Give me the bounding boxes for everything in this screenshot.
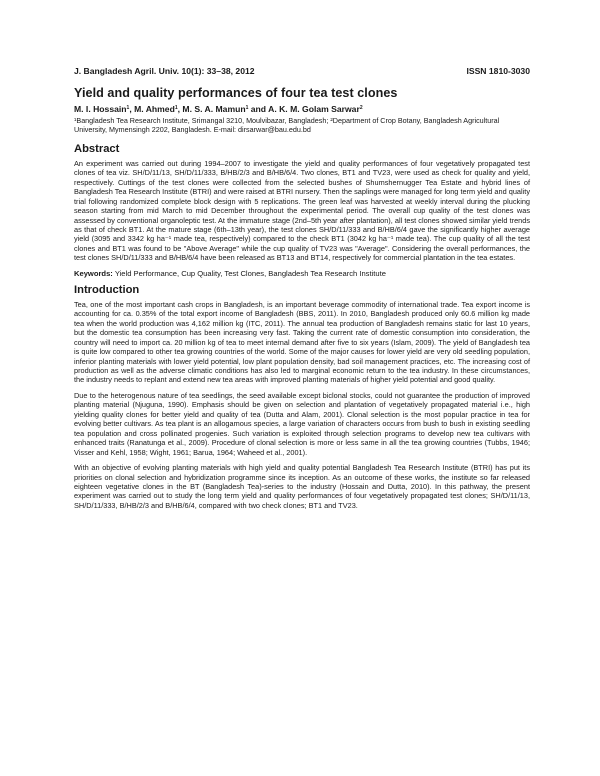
journal-header <box>74 66 530 76</box>
author-name: M. Ahmed <box>134 104 175 114</box>
keywords <box>74 269 530 278</box>
author-affiliation-mark: 1 <box>174 105 178 111</box>
article-page <box>74 66 530 516</box>
article-title: Yield and quality performances of four tea test clones <box>74 86 398 100</box>
author-affiliation-mark: 1 <box>126 105 130 111</box>
author-affiliation-mark: 1 <box>245 105 249 111</box>
introduction-heading: Introduction <box>74 283 140 296</box>
author-list: M. I. Hossain$^1$, M. Ahmed$^1$, M. S. A. Mamun$^1$ and A. K. M. Golam Sarwar$^2$ <box>74 104 363 114</box>
introduction-paragraph: With an objective of evolving planting materials with high yield and quality potential Bangladesh Tea Research Institute (BTRI) has put its priorities on clonal selection and hybridization programme since its inception. As an outcome of these works, the institute so far released eighteen vegetative clones in the BT (Bangladesh Tea)-series to the industry (Hossain and Dutta, 2010). In this pathway, the present experiment was carried out to study the long term yield and quality performances of four vegetatively propagated test clones; SH/D/11/13, SH/D/11/333, B/HB/2/3 and B/HB/6/4, compared with two check clones; BT1 and TV23. <box>74 463 530 510</box>
author-name: M. I. Hossain <box>74 104 127 114</box>
abstract-heading: Abstract <box>74 142 120 155</box>
author-name: A. K. M. Golam Sarwar <box>268 104 360 114</box>
author-name: M. S. A. Mamun <box>182 104 246 114</box>
abstract-text: An experiment was carried out during 1994–2007 to investigate the yield and quality performances of four vegetatively propagated test clones of tea viz. SH/D/11/13, SH/D/11/333, B/HB/2/3 and B/HB/6/4. Two clones, BT1 and TV23, were used as check for quality and yield, respectively. Cuttings of the test clones were collected from the selected bushes of Shumshernugger Tea Estate and hybrid lines of Bangladesh Tea Research Institute (BTRI) and were raised at BTRI nursery. Then the saplings were managed for long term yield and quality trial following randomized complete block design with 5 replications. The green leaf was harvested at weekly interval during the plucking season starting from mid March to mid December throughout the experimental period. The overall cup quality of the test clones was assessed by conventional organoleptic test. At the immature stage (2nd–5th year after plantation), all test clones showed similar yield trends as that of check BT1. At the mature stage (6th–13th year), the test clones SH/D/11/333 and B/HB/6/4 gave the significantly higher average yield (3095 and 3342 kg ha⁻¹ made tea, respectively) compared to the check BT1 (3042 kg ha⁻¹ made tea). The cup quality of all the test clones and BT1 was found to be "Above Average" while the cup quality of TV23 was "Average". Considering the overall performances, the test clones SH/D/11/333 and B/HB/6/4 have been released as BT13 and BT14, respectively for commercial plantation in the tea estates. <box>74 158 530 263</box>
keywords-text: Yield Performance, Cup Quality, Test Clones, Bangladesh Tea Research Institute <box>114 268 386 278</box>
keywords-label: Keywords: <box>74 268 113 278</box>
introduction-paragraph: Due to the heterogenous nature of tea seedlings, the seed available except biclonal stocks, could not guarantee the production of improved planting material (Njuguna, 1990). Emphasis should be given on selection and plantation of vegetatively propagated material i.e., high yielding quality clones for better yield and quality of tea (Dutta and Alam, 2001). Clonal selection is the most popular practice in tea for evolving better cultivars. As tea plant is an allogamous species, a large variation of characters occurs from bush to bush in existing seedling tea population and cross pollinated progenies. Such variation is exploited through selection programs to develop new tea cultivars with enhanced traits (Ranatunga et al., 2009). Procedure of clonal selection is more or less same in all the tea growing countries (Tubbs, 1946; Visser and Kehl, 1958; Wight, 1961; Barua, 1964; Waheed et al., 2001). <box>74 390 530 457</box>
affiliations: ¹Bangladesh Tea Research Institute, Srimangal 3210, Moulvibazar, Bangladesh; ²Department of Crop Botany, Bangladesh Agricultural University, Mymensingh 2202, Bangladesh. E-mail: dirsarwar@bau.edu.bd <box>74 116 500 135</box>
journal-citation: J. Bangladesh Agril. Univ. 10(1): 33–38, 2012 <box>74 66 255 76</box>
author-affiliation-mark: 2 <box>359 105 363 111</box>
introduction-paragraph: Tea, one of the most important cash crops in Bangladesh, is an important beverage commodity of international trade. Tea export income is accounting for ca. 0.35% of the total export income of Bangladesh (BBS, 2011). In 2010, Bangladesh produced only 60.6 million kg made tea when the world production was 4,162 million kg (ITC, 2011). The annual tea production of Bangladesh remains static for last 10 years, but the domestic tea consumption has been increasing very fast. Taking the current rate of domestic consumption into consideration, the country will need to import ca. 20 million kg of tea to meet internal demand after five to six years (Islam, 2009). The yield of Bangladesh tea is quite low compared to other tea growing countries of the world. Some of the major causes for lower yield are very old seedling population, inferior planting materials with lower yield potential, low plant population density, bad soil management practices, etc. The increasing cost of production as well as the adverse climatic conditions has also led to marginal economic return to the tea industry. In these circumstances, the industry needs to replant and extend new tea areas with improved planting materials of higher yield potential and good quality. <box>74 299 530 385</box>
journal-issn: ISSN 1810-3030 <box>466 66 530 76</box>
